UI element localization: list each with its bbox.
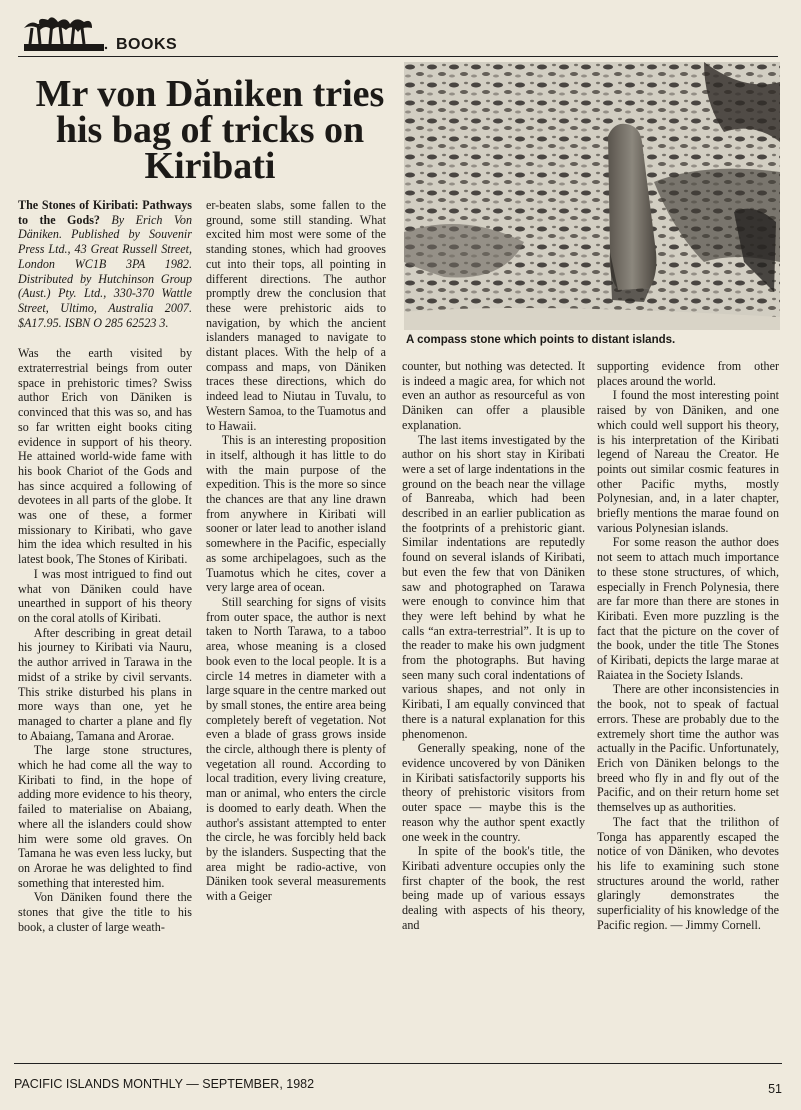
compass-stone-photo bbox=[404, 62, 780, 330]
paragraph: There are other inconsistencies in the book, not to speak of factual errors. These are probably due to the extremely short time the author was actually in the Pacific. Unfortunately, Erich von Däniken belongs to the breed who fly in and fly out of the Pacific, and on their return home set themselves up as authorities. bbox=[597, 682, 779, 815]
section-label: BOOKS bbox=[116, 36, 178, 53]
book-title: The Stones of Kiribati: Pathways to the Gods? bbox=[18, 198, 192, 227]
article-headline: Mr von Dăniken tries his bag of tricks on Kiribati bbox=[35, 73, 385, 187]
paragraph: In spite of the book's title, the Kiribati adventure occupies only the first chapter of the book, the rest being made up of various essays dealing with aspects of his theory, and bbox=[402, 844, 585, 932]
paragraph: This is an interesting proposition in itself, although it has little to do with the main purpose of the expedition. This is the more so since the chances are that any line drawn from anywhere in Kiribati will sooner or later lead to another island somewhere in the Pacific, especially as some archipelagoes, such as the Tuamotus which he cites, cover a very large area of ocean. bbox=[206, 433, 386, 595]
paragraph: Was the earth visited by extraterrestrial beings from outer space in prehistoric times? Swiss author Erich von Däniken is convinced that this was so, and has so far written eight books citing evidence in support of his theory. He attained world-wide fame with his book Chariot of the Gods and has since acquired a following of devotees in all parts of the globe. It was one of these, a former missionary to Kiribati, who gave him the idea which resulted in his latest book, The Stones of Kiribati. bbox=[18, 346, 192, 567]
paragraph: After describing in great detail his journey to Kiribati via Nauru, the author arrived in Tarawa in the midst of a strike by civil servants. This strike disturbed his plans in more ways than one, yet he managed to charter a plane and fly to Abaiang, Tamana and Arorae. bbox=[18, 625, 192, 743]
paragraph: For some reason the author does not seem to attach much importance to these stone structures, of which, especially in French Polynesia, there are far more than there are stones in Kiribati. Even more puzzling is the fact that the picture on the cover of the book, under the title The Stones of Kiribati, depicts the large marae at Raiatea in the Society Islands. bbox=[597, 535, 779, 682]
photo-caption: A compass stone which points to distant islands. bbox=[406, 334, 676, 346]
book-bibliography bbox=[18, 198, 192, 330]
paragraph: Still searching for signs of visits from outer space, the author is next taken to North Tarawa, to a taboo area, whose meaning is a closed book even to the local people. It is a circle 14 metres in diameter with a large square in the centre marked out by small stones, the entire area being completely bereft of vegetation. Not even a blade of grass grows inside the circle, although there is plenty of vegetation all round. According to local tradition, every living creature, man or animal, who enters the circle is doomed to early death. When the author's assistant attempted to enter the circle, he was forcibly held back by the islanders. Suspecting that the area might be radio-active, von Däniken took several measurements with a Geiger bbox=[206, 594, 386, 904]
palm-trees-logo-icon bbox=[22, 14, 112, 54]
article-column-4 bbox=[597, 359, 779, 932]
article-column-1 bbox=[18, 198, 192, 934]
publication-line: PACIFIC ISLANDS MONTHLY — SEPTEMBER, 1982 bbox=[14, 1077, 315, 1091]
paragraph: counter, but nothing was detected. It is indeed a magic area, for which not even an author as resourceful as von Däniken can offer a plausible explanation. bbox=[402, 359, 585, 432]
book-details: By Erich Von Däniken. Published by Souvenir Press Ltd., 43 Great Russell Street, London WC1B 3PA 1982. Distributed by Hutchinson Group (Aust.) Pty. Ltd., 330-370 Wattle Street, Ultimo, Australia 2007. $A17.95. ISBN O 285 62523 3. bbox=[18, 212, 192, 330]
paragraph: The fact that the trilithon of Tonga has apparently escaped the notice of von Däniken, who devotes his life to examining such stone structures around the world, rather glaringly demonstrates the superficiality of his knowledge of the Pacific region. — Jimmy Cornell. bbox=[597, 814, 779, 932]
paragraph: Von Däniken found there the stones that give the title to his book, a cluster of large weath- bbox=[18, 890, 192, 934]
page-number: 51 bbox=[768, 1082, 782, 1096]
paragraph: supporting evidence from other places around the world. bbox=[597, 359, 779, 388]
paragraph: I was most intrigued to find out what von Däniken could have unearthed in support of his theory on the coral atolls of Kiribati. bbox=[18, 566, 192, 625]
section-header bbox=[18, 14, 778, 57]
article-column-2 bbox=[206, 198, 386, 904]
paragraph: Generally speaking, none of the evidence uncovered by von Däniken in Kiribati satisfactorily supports his theory of prehistoric visitors from outer space — maybe this is the reason why the author spent exactly one week in the country. bbox=[402, 741, 585, 844]
paragraph: The last items investigated by the author on his short stay in Kiribati were a set of large indentations in the ground on the beach near the village of Banreaba, which had been described in an earlier publication as the footprints of a prehistoric giant. Similar indentations are reputedly found on several islands of Kiribati, but even the few that von Däniken saw and photographed on Tarawa were enough to convince him that they were left behind by what he calls “an extra-terrestrial”. It is up to the reader to make his own judgment from the photographs. But having seen many such coral indentations of various shapes, and not only in Kiribati, I am equally convinced that there is a natural explanation for this phenomenon. bbox=[402, 432, 585, 741]
paragraph: I found the most interesting point raised by von Däniken, and one which could well support his theory, is his interpretation of the Kiribati legend of Nareau the Creator. He points out similar cosmic features in other Pacific myths, mostly Polynesian, and, in a later chapter, briefly mentions the marae found on various Polynesian islands. bbox=[597, 388, 779, 535]
paragraph: er-beaten slabs, some fallen to the ground, some still standing. What excited him most were some of the standing stones, which had grooves cut into their tops, all pointing in different directions. The author promptly drew the conclusion that these were prehistoric aids to navigation, by which the ancient islanders managed to navigate to distant places. With the help of a compass and maps, von Däniken traces these directions, which do indeed lead to Niutau in Tuvalu, to Western Samoa, to the Tuamotus and to Hawaii. bbox=[206, 198, 386, 433]
paragraph: The large stone structures, which he had come all the way to Kiribati to find, in the hope of adding more evidence to his theory, failed to materialise on Abaiang, where all the islanders could show him were some old graves. On Tamana he was even less lucky, but on Arorae he was delighted to find something that interested him. bbox=[18, 743, 192, 890]
page-footer bbox=[14, 1063, 782, 1100]
article-column-3 bbox=[402, 359, 585, 932]
